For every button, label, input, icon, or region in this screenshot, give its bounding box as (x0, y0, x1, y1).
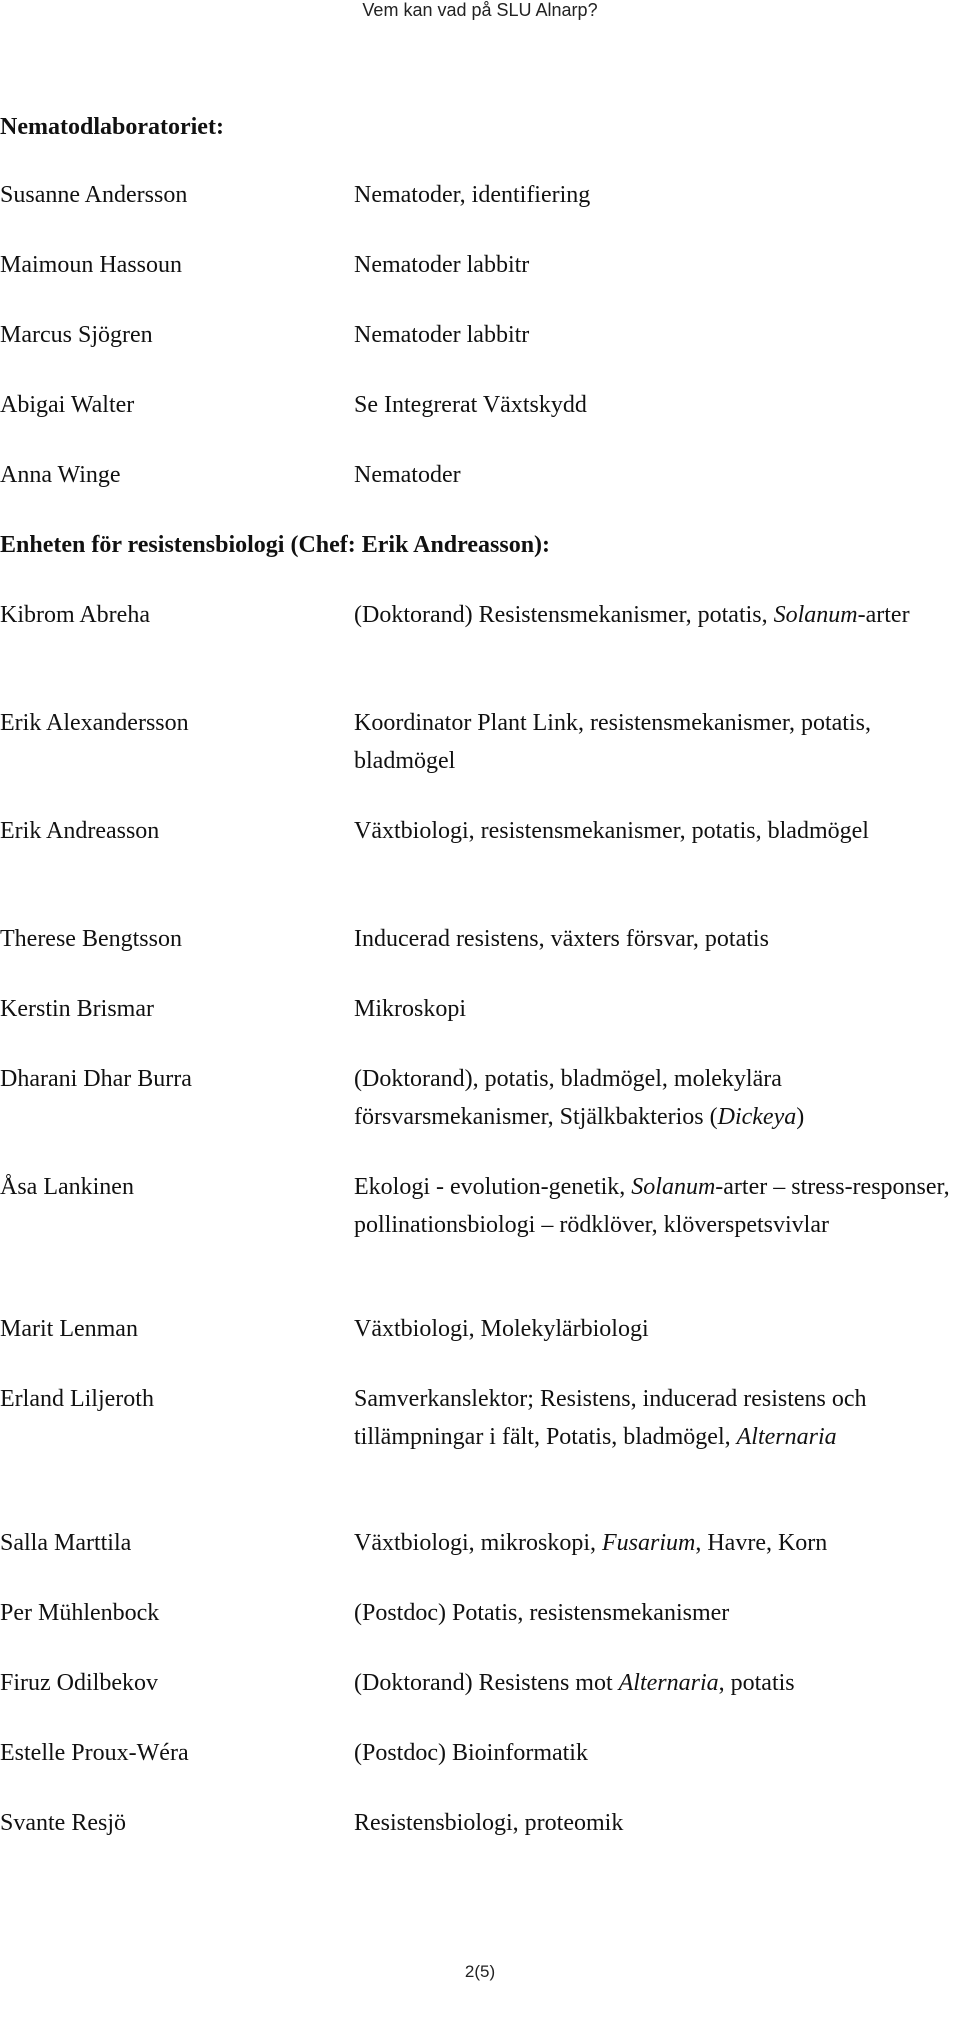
expertise-text: (Postdoc) Potatis, resistensmekanismer (354, 1600, 730, 1626)
expertise-text: , Havre, Korn (695, 1530, 828, 1556)
staff-expertise (354, 1804, 954, 1842)
staff-name: Erland Liljeroth (0, 1386, 154, 1412)
staff-name: Marcus Sjögren (0, 322, 153, 348)
expertise-text: , potatis (718, 1670, 795, 1696)
staff-expertise (354, 1380, 954, 1456)
staff-name: Estelle Proux-Wéra (0, 1740, 189, 1766)
staff-expertise (354, 990, 954, 1028)
expertise-text: ) (796, 1104, 805, 1130)
staff-expertise: Nematoder labbitr (354, 322, 530, 348)
staff-name: Anna Winge (0, 462, 121, 488)
staff-expertise: Se Integrerat Växtskydd (354, 392, 587, 418)
expertise-text: (Postdoc) Bioinformatik (354, 1740, 588, 1766)
expertise-italic-term: Dickeya (717, 1104, 797, 1130)
expertise-italic-term: Solanum (773, 602, 858, 628)
staff-expertise (354, 1664, 954, 1702)
staff-expertise (354, 1524, 954, 1562)
page-header (0, 0, 960, 34)
expertise-text: Mikroskopi (354, 996, 467, 1022)
header-title: Vem kan vad på SLU Alnarp? (362, 0, 598, 20)
expertise-text: Växtbiologi, mikroskopi, (354, 1530, 602, 1556)
expertise-text: Ekologi - evolution-genetik, (354, 1174, 632, 1200)
staff-name: Erik Alexandersson (0, 710, 189, 736)
staff-name: Susanne Andersson (0, 182, 188, 208)
staff-name: Svante Resjö (0, 1810, 126, 1836)
staff-name: Marit Lenman (0, 1316, 138, 1342)
expertise-text: (Doktorand) Resistensmekanismer, potatis, (354, 602, 774, 628)
staff-expertise (354, 596, 954, 634)
expertise-text: Växtbiologi, Molekylärbiologi (354, 1316, 649, 1342)
expertise-text: Koordinator Plant Link, resistensmekanismer, potatis, bladmögel (354, 710, 871, 774)
expertise-text: (Doktorand) Resistens mot (354, 1670, 619, 1696)
staff-name: Erik Andreasson (0, 818, 160, 844)
staff-name: Per Mühlenbock (0, 1600, 160, 1626)
expertise-text: Växtbiologi, resistensmekanismer, potatis, bladmögel (354, 818, 869, 844)
staff-name: Maimoun Hassoun (0, 252, 182, 278)
staff-expertise (354, 920, 954, 958)
staff-expertise (354, 704, 954, 780)
expertise-italic-term: Fusarium (602, 1530, 696, 1556)
staff-expertise (354, 1734, 954, 1772)
expertise-text: Inducerad resistens, växters försvar, potatis (354, 926, 769, 952)
page-number: 2(5) (464, 1962, 496, 1981)
staff-name: Kerstin Brismar (0, 996, 154, 1022)
expertise-text: Samverkanslektor; Resistens, inducerad resistens och tillämpningar i fält, Potatis, bladmögel, (354, 1386, 867, 1450)
staff-expertise (354, 1310, 954, 1348)
section-title-resistensbiologi: Enheten för resistensbiologi (Chef: Erik Andreasson): (0, 532, 551, 558)
staff-name: Firuz Odilbekov (0, 1670, 158, 1696)
expertise-text: -arter (857, 602, 910, 628)
staff-expertise: Nematoder labbitr (354, 252, 530, 278)
staff-expertise (354, 1594, 954, 1632)
staff-expertise (354, 812, 954, 850)
staff-expertise: Nematoder, identifiering (354, 182, 591, 208)
expertise-text: (Doktorand), potatis, bladmögel, molekylära försvarsmekanismer, Stjälkbakterios ( (354, 1066, 782, 1130)
staff-name: Salla Marttila (0, 1530, 132, 1556)
staff-expertise (354, 1060, 954, 1136)
staff-expertise (354, 1168, 954, 1244)
section-title-nematodlaboratoriet: Nematodlaboratoriet: (0, 114, 224, 140)
expertise-italic-term: Alternaria (736, 1424, 837, 1450)
staff-name: Abigai Walter (0, 392, 135, 418)
staff-name: Dharani Dhar Burra (0, 1066, 192, 1092)
staff-expertise: Nematoder (354, 462, 461, 488)
expertise-text: -arter – stress-responser, pollinationsbiologi – rödklöver, klöverspetsvivlar (354, 1174, 950, 1238)
staff-name: Therese Bengtsson (0, 926, 182, 952)
staff-name: Åsa Lankinen (0, 1174, 134, 1200)
expertise-text: Resistensbiologi, proteomik (354, 1810, 624, 1836)
staff-name: Kibrom Abreha (0, 602, 150, 628)
expertise-italic-term: Alternaria (618, 1670, 719, 1696)
expertise-italic-term: Solanum (631, 1174, 716, 1200)
